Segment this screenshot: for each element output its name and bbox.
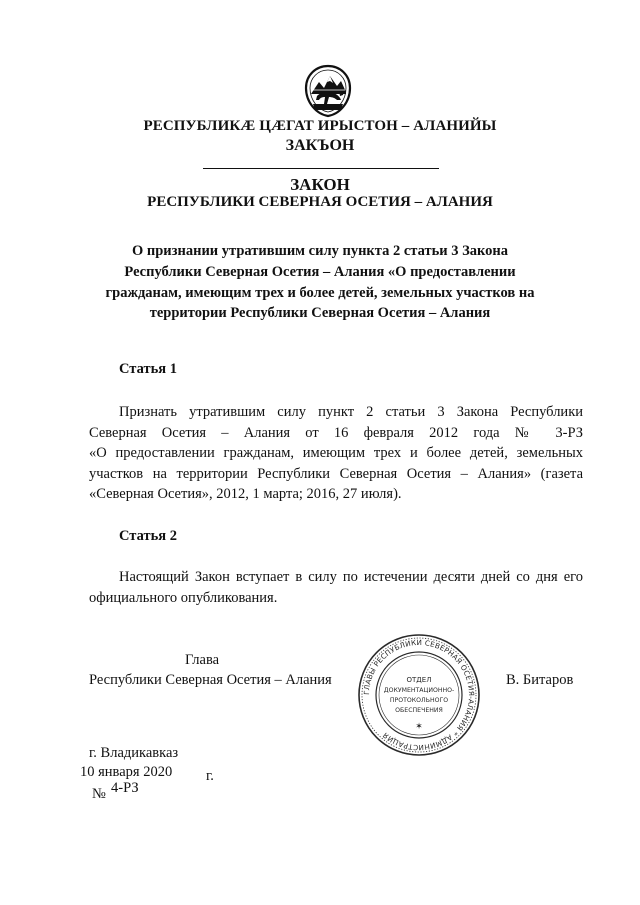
article-1-text-line: участков на территории Республики Северная Осетия – Алания» (газета [89, 466, 583, 482]
year-suffix: г. [206, 768, 214, 784]
seal-ring-text: ГЛАВЫ РЕСПУБЛИКИ СЕВЕРНАЯ ОСЕТИЯ-АЛАНИЯ * АДМИНИСТРАЦИЯ [361, 637, 477, 753]
article-1-text-line: «О предоставлении гражданам, имеющим трех и более детей, земельных [89, 445, 583, 461]
ossetian-law-title: ЗАКЪОН [285, 137, 355, 154]
law-subject-line: Республики Северная Осетия – Алания «О предоставлении [124, 264, 516, 280]
law-number-sign: № [92, 786, 106, 802]
article-2-heading: Статья 2 [119, 528, 177, 544]
law-subject-line: О признании утратившим силу пункта 2 статьи 3 Закона [131, 243, 509, 259]
signatory-name: В. Битаров [506, 672, 574, 688]
coat-of-arms-icon [303, 64, 353, 118]
seal-center-line: ОБЕСПЕЧЕНИЯ [395, 707, 443, 714]
seal-center-line: ПРОТОКОЛЬНОГО [389, 697, 449, 704]
republic-title: РЕСПУБЛИКИ СЕВЕРНАЯ ОСЕТИЯ – АЛАНИЯ [147, 194, 493, 210]
signing-city: г. Владикавказ [89, 745, 179, 761]
article-1-text-line: Признать утратившим силу пункт 2 статьи 3 Закона Республики [119, 404, 583, 420]
signatory-role-detail: Республики Северная Осетия – Алания [89, 672, 332, 688]
article-1-text-line: «Северная Осетия», 2012, 1 марта; 2016, 27 июля). [89, 486, 402, 502]
article-2-text-line: Настоящий Закон вступает в силу по истечении десяти дней со дня его [119, 569, 583, 585]
header-divider [203, 168, 439, 169]
article-1-heading: Статья 1 [119, 361, 177, 377]
article-1-text-line: Северная Осетия – Алания от 16 февраля 2012 года № 3-РЗ [89, 425, 583, 441]
seal-center-line: ДОКУМЕНТАЦИОННО- [383, 687, 455, 694]
law-number: 4-РЗ [111, 780, 139, 796]
official-seal-icon [355, 632, 483, 758]
law-title: ЗАКОН [290, 175, 350, 194]
article-2-text-line: официального опубликования. [89, 590, 278, 606]
ossetian-republic-title: РЕСПУБЛИКÆ ЦÆГАТ ИРЫСТОН – АЛАНИЙЫ [143, 118, 497, 134]
signing-date: 10 января 2020 [80, 764, 173, 780]
law-subject-line: гражданам, имеющим трех и более детей, земельных участков на [105, 285, 535, 301]
law-subject-line: территории Республики Северная Осетия – Алания [149, 305, 491, 321]
signatory-role: Глава [185, 652, 220, 668]
seal-center-line: ОТДЕЛ [406, 676, 432, 684]
star-icon: ✶ [415, 722, 423, 732]
